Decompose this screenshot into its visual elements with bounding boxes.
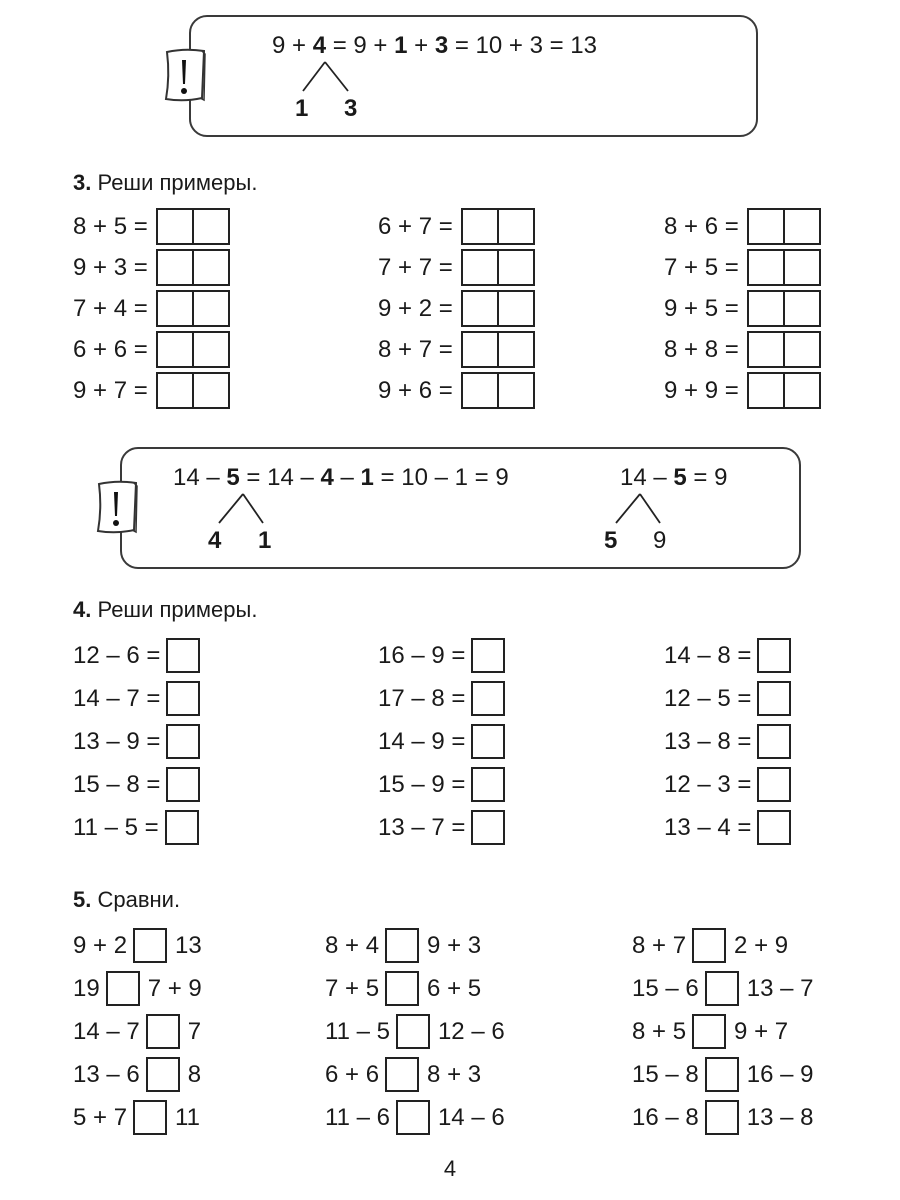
example: 7 + 5 = [664, 249, 821, 286]
example: 11 – 5 = [73, 810, 199, 845]
comparison-sign-box[interactable] [705, 971, 739, 1006]
answer-box-two-digit[interactable] [156, 372, 230, 409]
decomposition-part: 4 [208, 527, 222, 554]
example: 8 + 5 = [73, 208, 230, 245]
comparison: 13 – 6 8 [73, 1057, 201, 1092]
example: 8 + 7 = [378, 331, 535, 368]
task-5-heading: 5. Сравни. [73, 887, 181, 912]
answer-box[interactable] [757, 767, 791, 802]
example: 6 + 7 = [378, 208, 535, 245]
answer-box-two-digit[interactable] [461, 372, 535, 409]
example: 12 – 6 = [73, 638, 200, 673]
answer-box-two-digit[interactable] [461, 290, 535, 327]
answer-box-two-digit[interactable] [747, 372, 821, 409]
comparison: 19 7 + 9 [73, 971, 202, 1006]
example: 8 + 8 = [664, 331, 821, 368]
comparison-sign-box[interactable] [692, 928, 726, 963]
example: 7 + 4 = [73, 290, 230, 327]
comparison: 16 – 8 13 – 8 [632, 1100, 813, 1135]
example: 14 – 9 = [378, 724, 505, 759]
comparison: 15 – 8 16 – 9 [632, 1057, 813, 1092]
example: 17 – 8 = [378, 681, 505, 716]
example: 16 – 9 = [378, 638, 505, 673]
example: 9 + 5 = [664, 290, 821, 327]
answer-box[interactable] [166, 681, 200, 716]
example: 13 – 7 = [378, 810, 505, 845]
comparison: 15 – 6 13 – 7 [632, 971, 813, 1006]
example: 9 + 6 = [378, 372, 535, 409]
example: 9 + 3 = [73, 249, 230, 286]
exclamation-note-icon [162, 46, 208, 104]
example: 7 + 7 = [378, 249, 535, 286]
answer-box-two-digit[interactable] [156, 331, 230, 368]
answer-box-two-digit[interactable] [461, 249, 535, 286]
decomposition-part: 1 [258, 527, 272, 554]
answer-box[interactable] [166, 767, 200, 802]
comparison: 8 + 4 9 + 3 [325, 928, 481, 963]
comparison-sign-box[interactable] [133, 1100, 167, 1135]
answer-box[interactable] [471, 638, 505, 673]
decomposition-lines [290, 58, 370, 98]
answer-box-two-digit[interactable] [461, 331, 535, 368]
exclamation-note-icon [94, 478, 140, 536]
example: 14 – 8 = [664, 638, 791, 673]
answer-box[interactable] [166, 724, 200, 759]
answer-box[interactable] [471, 810, 505, 845]
answer-box-two-digit[interactable] [461, 208, 535, 245]
comparison-sign-box[interactable] [692, 1014, 726, 1049]
answer-box-two-digit[interactable] [747, 290, 821, 327]
addition-rule-equation: 9 + 4 = 9 + 1 + 3 = 10 + 3 = 13 [272, 32, 597, 59]
decomposition-part: 5 [604, 527, 618, 554]
example: 12 – 5 = [664, 681, 791, 716]
answer-box-two-digit[interactable] [156, 290, 230, 327]
comparison-sign-box[interactable] [705, 1057, 739, 1092]
decomposition-lines [602, 490, 682, 530]
comparison: 14 – 7 7 [73, 1014, 201, 1049]
example: 13 – 8 = [664, 724, 791, 759]
decomposition-part: 3 [344, 95, 358, 122]
subtraction-result-equation: 14 – 5 = 9 [620, 464, 728, 491]
example: 9 + 2 = [378, 290, 535, 327]
comparison-sign-box[interactable] [133, 928, 167, 963]
example: 14 – 7 = [73, 681, 200, 716]
answer-box-two-digit[interactable] [747, 249, 821, 286]
comparison-sign-box[interactable] [705, 1100, 739, 1135]
comparison-sign-box[interactable] [146, 1057, 180, 1092]
comparison: 11 – 5 12 – 6 [325, 1014, 505, 1049]
decomposition-lines [205, 490, 285, 530]
answer-box[interactable] [757, 724, 791, 759]
page-number: 4 [443, 1156, 457, 1181]
answer-box[interactable] [471, 681, 505, 716]
answer-box-two-digit[interactable] [156, 208, 230, 245]
example: 8 + 6 = [664, 208, 821, 245]
comparison-sign-box[interactable] [385, 1057, 419, 1092]
example: 12 – 3 = [664, 767, 791, 802]
answer-box[interactable] [757, 638, 791, 673]
comparison-sign-box[interactable] [396, 1100, 430, 1135]
answer-box[interactable] [166, 638, 200, 673]
comparison-sign-box[interactable] [385, 971, 419, 1006]
decomposition-part: 1 [295, 95, 309, 122]
answer-box[interactable] [471, 767, 505, 802]
answer-box[interactable] [165, 810, 199, 845]
example: 9 + 7 = [73, 372, 230, 409]
task-4-heading: 4. Реши примеры. [73, 597, 258, 622]
comparison: 6 + 6 8 + 3 [325, 1057, 481, 1092]
decomposition-part: 9 [653, 527, 667, 554]
comparison: 9 + 2 13 [73, 928, 202, 963]
example: 13 – 4 = [664, 810, 791, 845]
answer-box[interactable] [757, 681, 791, 716]
example: 13 – 9 = [73, 724, 200, 759]
task-3-heading: 3. Реши примеры. [73, 170, 258, 195]
comparison: 7 + 5 6 + 5 [325, 971, 481, 1006]
subtraction-rule-equation: 14 – 5 = 14 – 4 – 1 = 10 – 1 = 9 [173, 464, 509, 491]
example: 15 – 8 = [73, 767, 200, 802]
comparison: 5 + 7 11 [73, 1100, 200, 1135]
comparison-sign-box[interactable] [146, 1014, 180, 1049]
answer-box-two-digit[interactable] [747, 208, 821, 245]
comparison: 11 – 6 14 – 6 [325, 1100, 505, 1135]
answer-box[interactable] [757, 810, 791, 845]
comparison: 8 + 5 9 + 7 [632, 1014, 788, 1049]
example: 6 + 6 = [73, 331, 230, 368]
comparison-sign-box[interactable] [385, 928, 419, 963]
example: 9 + 9 = [664, 372, 821, 409]
comparison-sign-box[interactable] [396, 1014, 430, 1049]
comparison-sign-box[interactable] [106, 971, 140, 1006]
answer-box-two-digit[interactable] [156, 249, 230, 286]
answer-box[interactable] [471, 724, 505, 759]
example: 15 – 9 = [378, 767, 505, 802]
comparison: 8 + 7 2 + 9 [632, 928, 788, 963]
answer-box-two-digit[interactable] [747, 331, 821, 368]
